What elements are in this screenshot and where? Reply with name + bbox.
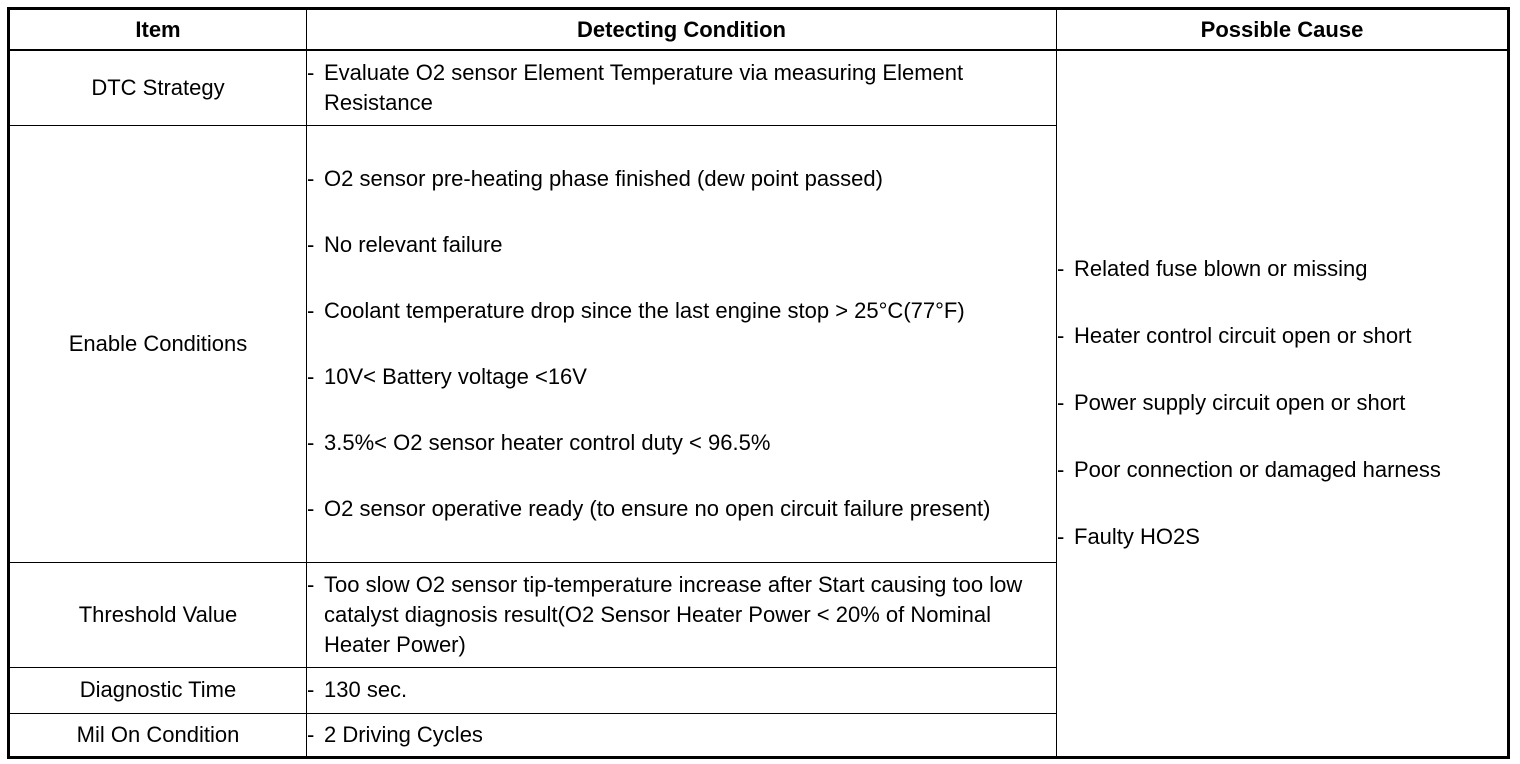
item-enable-conditions: Enable Conditions	[9, 125, 307, 562]
cause-item: - Poor connection or damaged harness	[1057, 455, 1507, 485]
condition-item: - 2 Driving Cycles	[307, 720, 1056, 750]
header-possible-cause: Possible Cause	[1057, 9, 1509, 51]
cause-item: - Related fuse blown or missing	[1057, 254, 1507, 284]
header-row	[9, 9, 1509, 51]
condition-item: - 3.5%< O2 sensor heater control duty < 96.5%	[307, 428, 1056, 458]
item-dtc-strategy: DTC Strategy	[9, 50, 307, 125]
possible-cause-cell	[1057, 50, 1509, 757]
item-diagnostic-time: Diagnostic Time	[9, 667, 307, 713]
cause-item: - Faulty HO2S	[1057, 522, 1507, 552]
condition-mil-on-condition	[307, 713, 1057, 757]
condition-item: - 130 sec.	[307, 675, 1056, 705]
condition-threshold-value	[307, 562, 1057, 667]
condition-dtc-strategy	[307, 50, 1057, 125]
condition-item: - Evaluate O2 sensor Element Temperature via measuring Element Resistance	[307, 58, 1056, 118]
item-mil-on-condition: Mil On Condition	[9, 713, 307, 757]
dtc-table	[7, 7, 1510, 759]
cause-item: - Power supply circuit open or short	[1057, 388, 1507, 418]
header-item: Item	[9, 9, 307, 51]
condition-item: - O2 sensor operative ready (to ensure no open circuit failure present)	[307, 494, 1056, 524]
header-detecting-condition: Detecting Condition	[307, 9, 1057, 51]
condition-item: - 10V< Battery voltage <16V	[307, 362, 1056, 392]
condition-item: - O2 sensor pre-heating phase finished (dew point passed)	[307, 164, 1056, 194]
condition-enable-conditions	[307, 125, 1057, 562]
row-dtc-strategy	[9, 50, 1509, 125]
condition-diagnostic-time	[307, 667, 1057, 713]
condition-item: - Too slow O2 sensor tip-temperature increase after Start causing too low catalyst diagnosis result(O2 Sensor Heater Power < 20% of Nominal Heater Power)	[307, 570, 1056, 660]
condition-item: - Coolant temperature drop since the last engine stop > 25°C(77°F)	[307, 296, 1056, 326]
item-threshold-value: Threshold Value	[9, 562, 307, 667]
cause-item: - Heater control circuit open or short	[1057, 321, 1507, 351]
condition-item: - No relevant failure	[307, 230, 1056, 260]
